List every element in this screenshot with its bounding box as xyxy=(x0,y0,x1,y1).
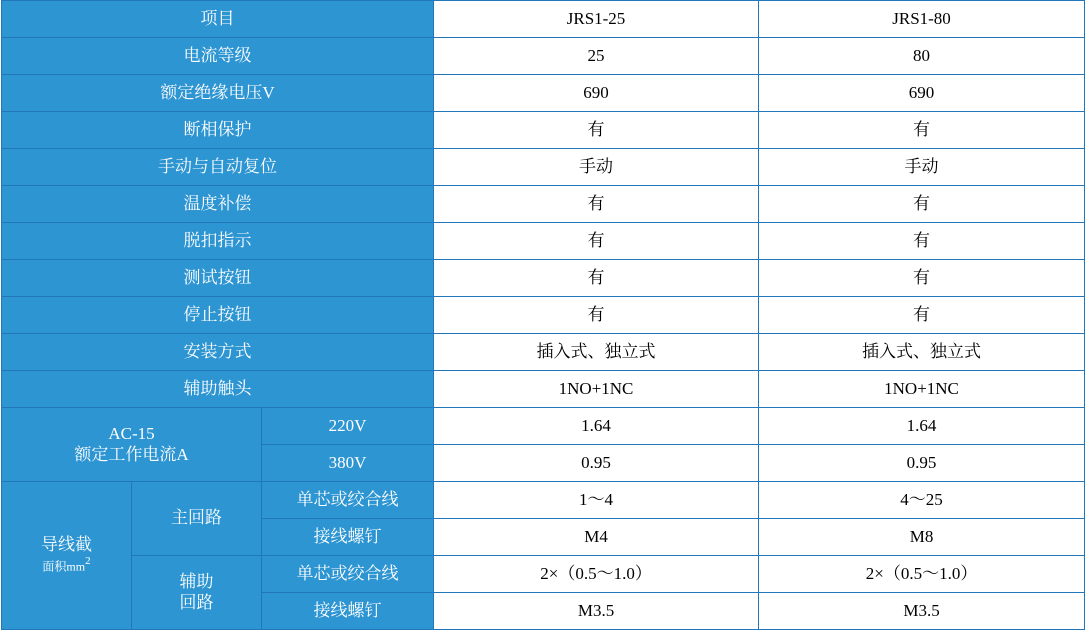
header-item-label: 项目 xyxy=(2,1,434,38)
row-value-col1: 手动 xyxy=(434,149,759,186)
row-value-col1: 有 xyxy=(434,223,759,260)
ac15-380v-col1: 0.95 xyxy=(434,445,759,482)
wire-aux-label-line2: 回路 xyxy=(179,592,214,612)
wire-main-single-core-label: 单芯或绞合线 xyxy=(262,482,434,519)
wire-aux-label-line1: 辅助 xyxy=(179,572,214,592)
wire-main-screw-col1: M4 xyxy=(434,519,759,556)
row-value-col2: 有 xyxy=(759,186,1085,223)
header-col1: JRS1-25 xyxy=(434,1,759,38)
ac15-label-line1: AC-15 xyxy=(108,424,155,444)
row-value-col2: 80 xyxy=(759,38,1085,75)
wire-aux-circuit-label xyxy=(132,556,262,630)
row-value-col1: 690 xyxy=(434,75,759,112)
row-label: 断相保护 xyxy=(2,112,434,149)
row-value-col2: 插入式、独立式 xyxy=(759,334,1085,371)
wire-main-screw-label: 接线螺钉 xyxy=(262,519,434,556)
table-row xyxy=(2,334,1085,371)
row-value-col2: 690 xyxy=(759,75,1085,112)
wire-aux-screw-col2: M3.5 xyxy=(759,593,1085,630)
row-value-col1: 有 xyxy=(434,260,759,297)
table-row xyxy=(2,112,1085,149)
wire-group-label xyxy=(2,482,132,630)
ac15-220v-col2: 1.64 xyxy=(759,408,1085,445)
table-header-row xyxy=(2,1,1085,38)
wire-aux-single-core-row xyxy=(2,556,1085,593)
row-value-col1: 插入式、独立式 xyxy=(434,334,759,371)
table-row xyxy=(2,149,1085,186)
row-value-col1: 有 xyxy=(434,186,759,223)
row-value-col2: 手动 xyxy=(759,149,1085,186)
row-value-col2: 有 xyxy=(759,112,1085,149)
ac15-sub-label-380v: 380V xyxy=(262,445,434,482)
ac15-380v-col2: 0.95 xyxy=(759,445,1085,482)
header-col2: JRS1-80 xyxy=(759,1,1085,38)
ac15-row-220v xyxy=(2,408,1085,445)
row-label: 手动与自动复位 xyxy=(2,149,434,186)
row-value-col1: 25 xyxy=(434,38,759,75)
wire-main-single-core-col1: 1～4 xyxy=(434,482,759,519)
row-label: 安装方式 xyxy=(2,334,434,371)
ac15-label-line2: 额定工作电流A xyxy=(74,444,189,464)
row-label: 电流等级 xyxy=(2,38,434,75)
table-row xyxy=(2,297,1085,334)
row-label: 脱扣指示 xyxy=(2,223,434,260)
table-row xyxy=(2,75,1085,112)
row-label: 温度补偿 xyxy=(2,186,434,223)
row-value-col2: 有 xyxy=(759,223,1085,260)
table-row xyxy=(2,223,1085,260)
wire-main-screw-col2: M8 xyxy=(759,519,1085,556)
wire-main-circuit-label: 主回路 xyxy=(132,482,262,556)
row-value-col2: 1NO+1NC xyxy=(759,371,1085,408)
ac15-sub-label-220v: 220V xyxy=(262,408,434,445)
row-value-col2: 有 xyxy=(759,260,1085,297)
wire-main-single-core-col2: 4～25 xyxy=(759,482,1085,519)
row-value-col1: 有 xyxy=(434,297,759,334)
row-label: 额定绝缘电压V xyxy=(2,75,434,112)
table-row xyxy=(2,186,1085,223)
ac15-group-label xyxy=(2,408,262,482)
table-row xyxy=(2,38,1085,75)
table-row xyxy=(2,371,1085,408)
wire-main-single-core-row xyxy=(2,482,1085,519)
row-label: 辅助触头 xyxy=(2,371,434,408)
row-label: 测试按钮 xyxy=(2,260,434,297)
wire-aux-single-core-col1: 2×（0.5～1.0） xyxy=(434,556,759,593)
row-value-col1: 1NO+1NC xyxy=(434,371,759,408)
row-value-col2: 有 xyxy=(759,297,1085,334)
table-row xyxy=(2,260,1085,297)
wire-aux-screw-label: 接线螺钉 xyxy=(262,593,434,630)
specification-table xyxy=(1,0,1085,630)
wire-label-line2: 面积$mm^2$ xyxy=(42,555,91,574)
wire-aux-single-core-col2: 2×（0.5～1.0） xyxy=(759,556,1085,593)
wire-label-line1: 导线截 xyxy=(41,534,92,554)
row-label: 停止按钮 xyxy=(2,297,434,334)
wire-aux-screw-col1: M3.5 xyxy=(434,593,759,630)
wire-aux-single-core-label: 单芯或绞合线 xyxy=(262,556,434,593)
ac15-220v-col1: 1.64 xyxy=(434,408,759,445)
row-value-col1: 有 xyxy=(434,112,759,149)
